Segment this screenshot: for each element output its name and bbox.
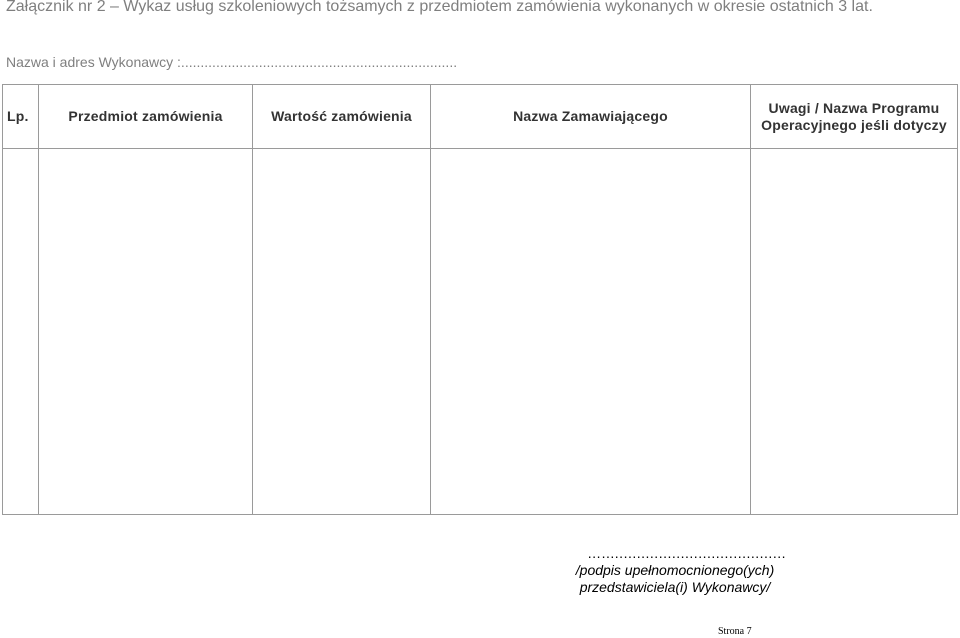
table-cell-client[interactable] — [431, 149, 751, 515]
contractor-name-address-field: Nazwa i adres Wykonawcy :....................................................................... — [6, 54, 458, 70]
column-header-lp: Lp. — [3, 85, 39, 149]
column-header-value: Wartość zamówienia — [253, 85, 431, 149]
services-table — [2, 84, 958, 515]
table-cell-subject[interactable] — [39, 149, 253, 515]
column-header-remarks: Uwagi / Nazwa Programu Operacyjnego jeśli dotyczy — [751, 85, 958, 149]
column-header-subject: Przedmiot zamówienia — [39, 85, 253, 149]
table-cell-value[interactable] — [253, 149, 431, 515]
document-title: Załącznik nr 2 – Wykaz usług szkoleniowych tożsamych z przedmiotem zamówienia wykonanych w okresie ostatnich 3 lat. — [6, 0, 873, 15]
table-cell-lp[interactable] — [3, 149, 39, 515]
signature-caption: /podpis upełnomocnionego(ych) przedstawiciela(i) Wykonawcy/ — [575, 562, 775, 595]
table-header-row — [3, 85, 958, 149]
page-number: Strona 7 — [718, 626, 752, 637]
column-header-client: Nazwa Zamawiającego — [431, 85, 751, 149]
signature-line: ….......................................... — [587, 545, 786, 561]
signature-block — [560, 545, 790, 596]
table-row — [3, 149, 958, 515]
table-cell-remarks[interactable] — [751, 149, 958, 515]
